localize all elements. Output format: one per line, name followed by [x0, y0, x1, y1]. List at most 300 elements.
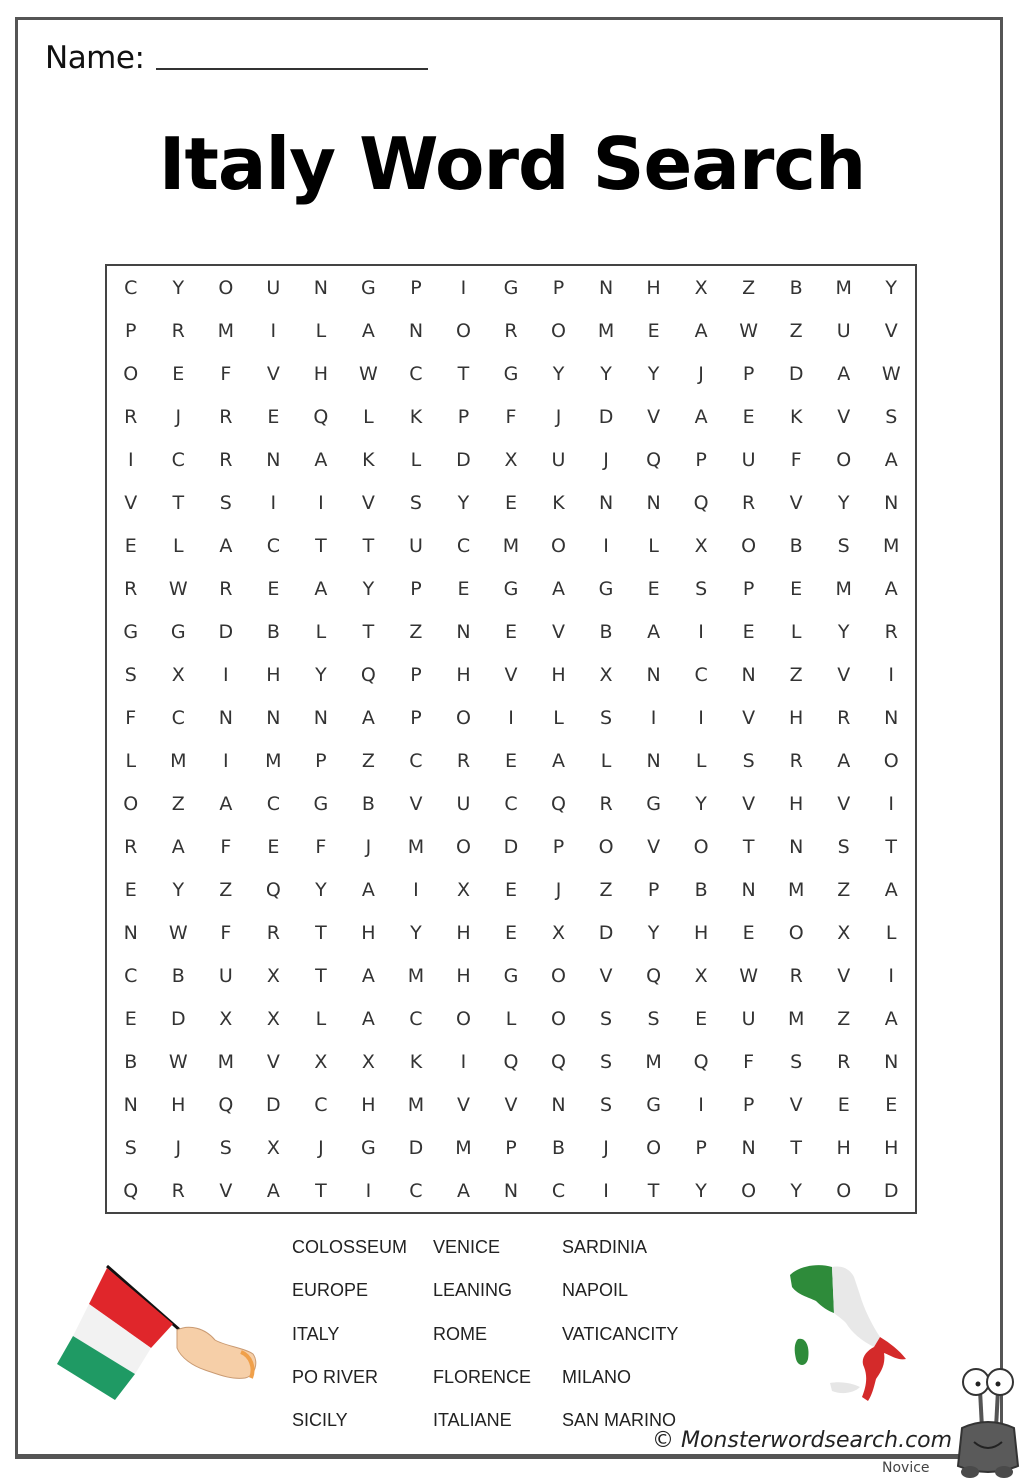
grid-cell[interactable]: O — [123, 362, 139, 385]
grid-cell[interactable]: I — [223, 663, 229, 686]
grid-cell[interactable]: E — [504, 921, 517, 944]
grid-cell[interactable]: F — [505, 405, 517, 428]
grid-cell[interactable]: O — [551, 319, 566, 342]
grid-cell[interactable]: B — [694, 878, 708, 901]
grid-cell[interactable]: V — [884, 319, 898, 342]
grid-cell[interactable]: C — [266, 792, 280, 815]
grid-cell[interactable]: C — [409, 1179, 423, 1202]
grid-cell[interactable]: J — [698, 362, 704, 385]
grid-cell[interactable]: U — [836, 319, 851, 342]
grid-cell[interactable]: D — [408, 1136, 424, 1159]
grid-cell[interactable]: O — [455, 1007, 471, 1030]
grid-cell[interactable]: O — [883, 749, 899, 772]
grid-cell[interactable]: G — [503, 362, 519, 385]
grid-cell[interactable]: S — [790, 1050, 803, 1073]
grid-cell[interactable]: X — [219, 1007, 233, 1030]
grid-cell[interactable]: B — [599, 620, 613, 643]
grid-cell[interactable]: W — [168, 921, 188, 944]
grid-cell[interactable]: H — [551, 663, 566, 686]
grid-cell[interactable]: G — [170, 620, 186, 643]
grid-cell[interactable]: P — [742, 362, 755, 385]
grid-cell[interactable]: R — [171, 1179, 185, 1202]
grid-cell[interactable]: E — [504, 878, 517, 901]
grid-cell[interactable]: L — [505, 1007, 517, 1030]
grid-cell[interactable]: O — [455, 706, 471, 729]
grid-cell[interactable]: C — [124, 964, 138, 987]
grid-cell[interactable]: L — [125, 749, 137, 772]
grid-cell[interactable]: M — [835, 276, 852, 299]
grid-cell[interactable]: N — [884, 706, 899, 729]
grid-cell[interactable]: J — [555, 405, 562, 428]
grid-cell[interactable]: T — [172, 491, 185, 514]
grid-cell[interactable]: D — [456, 448, 471, 471]
grid-cell[interactable]: Y — [695, 1179, 707, 1202]
grid-cell[interactable]: Q — [313, 405, 329, 428]
grid-cell[interactable]: N — [123, 921, 138, 944]
grid-cell[interactable]: R — [219, 577, 233, 600]
grid-cell[interactable]: D — [218, 620, 234, 643]
grid-cell[interactable]: Y — [837, 620, 850, 643]
grid-cell[interactable]: I — [460, 1050, 467, 1073]
grid-cell[interactable]: V — [504, 663, 518, 686]
grid-cell[interactable]: N — [741, 878, 756, 901]
grid-cell[interactable]: V — [837, 663, 851, 686]
grid-cell[interactable]: N — [408, 319, 424, 342]
grid-cell[interactable]: I — [698, 620, 704, 643]
grid-cell[interactable]: E — [267, 405, 280, 428]
grid-cell[interactable]: P — [410, 706, 422, 729]
grid-cell[interactable]: E — [742, 620, 755, 643]
grid-cell[interactable]: C — [409, 1007, 423, 1030]
grid-cell[interactable]: A — [837, 749, 851, 772]
grid-cell[interactable]: W — [168, 577, 188, 600]
grid-cell[interactable]: E — [457, 577, 470, 600]
grid-cell[interactable]: H — [456, 964, 471, 987]
grid-cell[interactable]: M — [502, 534, 520, 557]
grid-cell[interactable]: X — [266, 1007, 280, 1030]
grid-cell[interactable]: I — [365, 1179, 372, 1202]
grid-cell[interactable]: N — [503, 1179, 519, 1202]
grid-cell[interactable]: M — [407, 835, 425, 858]
grid-cell[interactable]: N — [741, 663, 756, 686]
grid-cell[interactable]: G — [313, 792, 329, 815]
grid-cell[interactable]: I — [270, 491, 277, 514]
grid-cell[interactable]: M — [597, 319, 615, 342]
grid-cell[interactable]: E — [267, 577, 280, 600]
grid-cell[interactable]: O — [123, 792, 139, 815]
grid-cell[interactable]: P — [552, 835, 565, 858]
grid-cell[interactable]: V — [219, 1179, 233, 1202]
grid-cell[interactable]: R — [837, 706, 851, 729]
grid-cell[interactable]: B — [361, 792, 375, 815]
grid-cell[interactable]: R — [219, 448, 233, 471]
grid-cell[interactable]: Y — [600, 362, 612, 385]
grid-cell[interactable]: N — [266, 448, 281, 471]
grid-cell[interactable]: G — [503, 276, 519, 299]
grid-cell[interactable]: Y — [790, 1179, 802, 1202]
grid-cell[interactable]: K — [409, 405, 423, 428]
grid-cell[interactable]: L — [695, 749, 707, 772]
grid-cell[interactable]: S — [695, 577, 708, 600]
grid-cell[interactable]: O — [455, 835, 471, 858]
grid-cell[interactable]: T — [315, 964, 327, 987]
grid-cell[interactable]: M — [407, 964, 425, 987]
grid-cell[interactable]: I — [888, 964, 895, 987]
grid-cell[interactable]: G — [361, 276, 376, 299]
grid-cell[interactable]: V — [789, 1093, 803, 1116]
grid-cell[interactable]: E — [267, 835, 280, 858]
grid-cell[interactable]: M — [265, 749, 282, 772]
grid-cell[interactable]: M — [217, 1050, 235, 1073]
grid-cell[interactable]: P — [695, 448, 707, 471]
grid-cell[interactable]: N — [123, 1093, 138, 1116]
grid-cell[interactable]: L — [600, 749, 612, 772]
grid-cell[interactable]: Q — [693, 491, 709, 514]
grid-cell[interactable]: I — [318, 491, 324, 514]
grid-cell[interactable]: V — [837, 405, 851, 428]
grid-cell[interactable]: V — [409, 792, 423, 815]
grid-cell[interactable]: H — [884, 1136, 899, 1159]
grid-cell[interactable]: A — [884, 878, 898, 901]
grid-cell[interactable]: K — [362, 448, 375, 471]
grid-cell[interactable]: J — [318, 1136, 324, 1159]
grid-cell[interactable]: L — [315, 1007, 327, 1030]
grid-cell[interactable]: R — [599, 792, 613, 815]
grid-cell[interactable]: K — [789, 405, 803, 428]
grid-cell[interactable]: M — [455, 1136, 472, 1159]
grid-cell[interactable]: M — [407, 1093, 425, 1116]
grid-cell[interactable]: T — [647, 1179, 660, 1202]
grid-cell[interactable]: R — [219, 405, 233, 428]
grid-cell[interactable]: A — [266, 1179, 280, 1202]
grid-cell[interactable]: Y — [362, 577, 375, 600]
grid-cell[interactable]: S — [885, 405, 898, 428]
grid-cell[interactable]: X — [361, 1050, 375, 1073]
grid-cell[interactable]: V — [599, 964, 613, 987]
grid-cell[interactable]: W — [359, 362, 378, 385]
grid-cell[interactable]: A — [552, 577, 566, 600]
grid-cell[interactable]: N — [789, 835, 804, 858]
grid-cell[interactable]: G — [503, 577, 519, 600]
grid-cell[interactable]: R — [742, 491, 756, 514]
grid-cell[interactable]: A — [361, 964, 375, 987]
grid-cell[interactable]: I — [603, 1179, 609, 1202]
grid-cell[interactable]: Y — [315, 663, 327, 686]
grid-cell[interactable]: Y — [885, 276, 898, 299]
grid-cell[interactable]: G — [361, 1136, 376, 1159]
grid-cell[interactable]: J — [555, 878, 562, 901]
grid-cell[interactable]: V — [837, 964, 851, 987]
grid-cell[interactable]: X — [694, 534, 708, 557]
grid-cell[interactable]: G — [646, 1093, 661, 1116]
name-input-line[interactable] — [156, 68, 428, 70]
grid-cell[interactable]: R — [124, 577, 138, 600]
grid-cell[interactable]: W — [881, 362, 901, 385]
grid-cell[interactable]: S — [837, 835, 850, 858]
grid-cell[interactable]: E — [647, 577, 660, 600]
grid-cell[interactable]: J — [175, 405, 182, 428]
grid-cell[interactable]: P — [315, 749, 327, 772]
grid-cell[interactable]: R — [171, 319, 185, 342]
grid-cell[interactable]: V — [504, 1093, 518, 1116]
grid-cell[interactable]: T — [885, 835, 898, 858]
grid-cell[interactable]: F — [790, 448, 802, 471]
grid-cell[interactable]: U — [741, 1007, 756, 1030]
grid-cell[interactable]: T — [315, 921, 327, 944]
grid-cell[interactable]: N — [884, 491, 899, 514]
grid-cell[interactable]: S — [124, 663, 137, 686]
grid-cell[interactable]: M — [835, 577, 852, 600]
grid-cell[interactable]: C — [504, 792, 518, 815]
grid-cell[interactable]: A — [219, 534, 233, 557]
grid-cell[interactable]: V — [647, 405, 661, 428]
grid-cell[interactable]: Z — [837, 1007, 851, 1030]
grid-cell[interactable]: H — [693, 921, 709, 944]
grid-cell[interactable]: O — [598, 835, 614, 858]
grid-cell[interactable]: A — [884, 1007, 898, 1030]
grid-cell[interactable]: A — [219, 792, 233, 815]
grid-cell[interactable]: V — [456, 1093, 470, 1116]
grid-cell[interactable]: C — [266, 534, 280, 557]
grid-cell[interactable]: M — [217, 319, 235, 342]
grid-cell[interactable]: D — [788, 362, 804, 385]
grid-cell[interactable]: E — [695, 1007, 708, 1030]
grid-cell[interactable]: E — [124, 1007, 137, 1030]
grid-cell[interactable]: S — [219, 1136, 232, 1159]
grid-cell[interactable]: V — [266, 362, 280, 385]
grid-cell[interactable]: L — [172, 534, 184, 557]
grid-cell[interactable]: P — [125, 319, 137, 342]
grid-cell[interactable]: M — [787, 1007, 805, 1030]
grid-cell[interactable]: Q — [693, 1050, 709, 1073]
grid-cell[interactable]: H — [361, 1093, 376, 1116]
grid-cell[interactable]: E — [504, 749, 517, 772]
grid-cell[interactable]: U — [218, 964, 233, 987]
grid-cell[interactable]: I — [270, 319, 277, 342]
grid-cell[interactable]: I — [460, 276, 467, 299]
grid-cell[interactable]: U — [741, 448, 756, 471]
grid-cell[interactable]: P — [695, 1136, 707, 1159]
grid-cell[interactable]: Z — [361, 749, 375, 772]
grid-cell[interactable]: J — [603, 448, 609, 471]
grid-cell[interactable]: P — [410, 276, 422, 299]
grid-cell[interactable]: Z — [789, 663, 803, 686]
grid-cell[interactable]: T — [742, 835, 755, 858]
grid-cell[interactable]: H — [266, 663, 281, 686]
grid-cell[interactable]: R — [504, 319, 518, 342]
grid-cell[interactable]: C — [171, 706, 185, 729]
grid-cell[interactable]: E — [885, 1093, 898, 1116]
grid-cell[interactable]: A — [361, 706, 375, 729]
grid-cell[interactable]: P — [457, 405, 470, 428]
grid-cell[interactable]: O — [788, 921, 804, 944]
grid-cell[interactable]: Q — [360, 663, 376, 686]
grid-cell[interactable]: N — [598, 276, 614, 299]
grid-cell[interactable]: Y — [647, 921, 660, 944]
grid-cell[interactable]: Y — [172, 878, 185, 901]
grid-cell[interactable]: E — [742, 405, 755, 428]
grid-cell[interactable]: C — [456, 534, 471, 557]
grid-cell[interactable]: E — [647, 319, 660, 342]
grid-cell[interactable]: I — [127, 448, 134, 471]
grid-cell[interactable]: N — [884, 1050, 899, 1073]
grid-cell[interactable]: V — [266, 1050, 280, 1073]
grid-cell[interactable]: X — [266, 964, 280, 987]
grid-cell[interactable]: Q — [551, 1050, 566, 1073]
grid-cell[interactable]: X — [314, 1050, 328, 1073]
grid-cell[interactable]: L — [553, 706, 564, 729]
grid-cell[interactable]: H — [646, 276, 661, 299]
grid-cell[interactable]: B — [171, 964, 185, 987]
grid-cell[interactable]: V — [837, 792, 851, 815]
grid-cell[interactable]: A — [647, 620, 661, 643]
grid-cell[interactable]: C — [124, 276, 138, 299]
grid-cell[interactable]: Y — [315, 878, 327, 901]
grid-cell[interactable]: Q — [503, 1050, 519, 1073]
grid-cell[interactable]: V — [647, 835, 661, 858]
grid-cell[interactable]: R — [124, 405, 138, 428]
grid-cell[interactable]: D — [883, 1179, 899, 1202]
grid-cell[interactable]: B — [789, 534, 803, 557]
grid-cell[interactable]: P — [552, 276, 565, 299]
grid-cell[interactable]: O — [693, 835, 709, 858]
grid-cell[interactable]: L — [648, 534, 659, 557]
grid-cell[interactable]: X — [266, 1136, 280, 1159]
grid-cell[interactable]: L — [410, 448, 422, 471]
grid-cell[interactable]: L — [315, 620, 327, 643]
grid-cell[interactable]: V — [552, 620, 566, 643]
grid-cell[interactable]: O — [551, 964, 566, 987]
grid-cell[interactable]: F — [743, 1050, 755, 1073]
grid-cell[interactable]: E — [172, 362, 185, 385]
grid-cell[interactable]: E — [790, 577, 803, 600]
grid-cell[interactable]: J — [175, 1136, 182, 1159]
grid-cell[interactable]: U — [551, 448, 566, 471]
grid-cell[interactable]: E — [837, 1093, 850, 1116]
grid-cell[interactable]: Z — [837, 878, 851, 901]
grid-cell[interactable]: H — [836, 1136, 851, 1159]
grid-cell[interactable]: D — [503, 835, 519, 858]
grid-cell[interactable]: D — [598, 405, 614, 428]
grid-cell[interactable]: T — [457, 362, 470, 385]
grid-cell[interactable]: Y — [457, 491, 470, 514]
grid-cell[interactable]: L — [315, 319, 327, 342]
grid-cell[interactable]: V — [361, 491, 375, 514]
grid-cell[interactable]: X — [599, 663, 613, 686]
grid-cell[interactable]: U — [456, 792, 471, 815]
grid-cell[interactable]: I — [698, 706, 704, 729]
grid-cell[interactable]: Q — [646, 964, 662, 987]
grid-cell[interactable]: T — [362, 534, 375, 557]
grid-cell[interactable]: C — [694, 663, 708, 686]
grid-cell[interactable]: Z — [219, 878, 233, 901]
grid-cell[interactable]: X — [694, 276, 708, 299]
grid-cell[interactable]: C — [314, 1093, 328, 1116]
grid-cell[interactable]: I — [603, 534, 609, 557]
grid-cell[interactable]: Z — [789, 319, 803, 342]
grid-cell[interactable]: R — [456, 749, 471, 772]
grid-cell[interactable]: X — [456, 878, 470, 901]
grid-cell[interactable]: Q — [265, 878, 281, 901]
grid-cell[interactable]: I — [508, 706, 514, 729]
grid-cell[interactable]: A — [884, 448, 898, 471]
grid-cell[interactable]: Y — [695, 792, 707, 815]
grid-cell[interactable]: G — [598, 577, 614, 600]
grid-cell[interactable]: R — [124, 835, 138, 858]
grid-cell[interactable]: H — [361, 921, 376, 944]
grid-cell[interactable]: S — [219, 491, 232, 514]
grid-cell[interactable]: M — [787, 878, 805, 901]
grid-cell[interactable]: D — [266, 1093, 281, 1116]
grid-cell[interactable]: B — [789, 276, 803, 299]
grid-cell[interactable]: B — [266, 620, 280, 643]
grid-cell[interactable]: P — [410, 577, 422, 600]
grid-cell[interactable]: P — [742, 1093, 755, 1116]
grid-cell[interactable]: Q — [123, 1179, 139, 1202]
grid-cell[interactable]: E — [124, 534, 137, 557]
grid-cell[interactable]: O — [836, 448, 852, 471]
grid-cell[interactable]: B — [124, 1050, 138, 1073]
grid-cell[interactable]: R — [884, 620, 898, 643]
grid-cell[interactable]: H — [171, 1093, 186, 1116]
grid-cell[interactable]: L — [790, 620, 802, 643]
grid-cell[interactable]: X — [694, 964, 708, 987]
grid-cell[interactable]: Y — [172, 276, 185, 299]
grid-cell[interactable]: A — [456, 1179, 470, 1202]
grid-cell[interactable]: E — [742, 921, 755, 944]
grid-cell[interactable]: N — [218, 706, 233, 729]
grid-cell[interactable]: D — [170, 1007, 186, 1030]
grid-cell[interactable]: I — [650, 706, 657, 729]
grid-cell[interactable]: F — [220, 835, 232, 858]
grid-cell[interactable]: G — [123, 620, 139, 643]
grid-cell[interactable]: A — [314, 448, 328, 471]
grid-cell[interactable]: A — [361, 1007, 375, 1030]
grid-cell[interactable]: X — [837, 921, 851, 944]
grid-cell[interactable]: Z — [742, 276, 756, 299]
grid-cell[interactable]: A — [694, 319, 708, 342]
grid-cell[interactable]: P — [410, 663, 422, 686]
grid-cell[interactable]: S — [600, 1093, 613, 1116]
grid-cell[interactable]: N — [551, 1093, 566, 1116]
grid-cell[interactable]: K — [552, 491, 565, 514]
grid-cell[interactable]: I — [413, 878, 419, 901]
grid-cell[interactable]: F — [125, 706, 137, 729]
grid-cell[interactable]: H — [789, 706, 804, 729]
grid-cell[interactable]: M — [883, 534, 900, 557]
grid-cell[interactable]: N — [313, 276, 328, 299]
grid-cell[interactable]: Q — [218, 1093, 234, 1116]
grid-cell[interactable]: T — [315, 1179, 327, 1202]
grid-cell[interactable]: S — [600, 1050, 613, 1073]
grid-cell[interactable]: W — [739, 319, 759, 342]
grid-cell[interactable]: O — [836, 1179, 852, 1202]
grid-cell[interactable]: Y — [552, 362, 565, 385]
grid-cell[interactable]: O — [741, 1179, 757, 1202]
grid-cell[interactable]: H — [313, 362, 329, 385]
grid-cell[interactable]: O — [218, 276, 234, 299]
grid-cell[interactable]: L — [363, 405, 374, 428]
grid-cell[interactable]: K — [409, 1050, 423, 1073]
grid-cell[interactable]: N — [646, 749, 661, 772]
grid-cell[interactable]: Y — [837, 491, 850, 514]
grid-cell[interactable]: V — [742, 792, 756, 815]
grid-cell[interactable]: Y — [647, 362, 660, 385]
grid-cell[interactable]: S — [600, 1007, 613, 1030]
grid-cell[interactable]: C — [171, 448, 185, 471]
grid-cell[interactable]: J — [365, 835, 372, 858]
grid-cell[interactable]: E — [124, 878, 137, 901]
